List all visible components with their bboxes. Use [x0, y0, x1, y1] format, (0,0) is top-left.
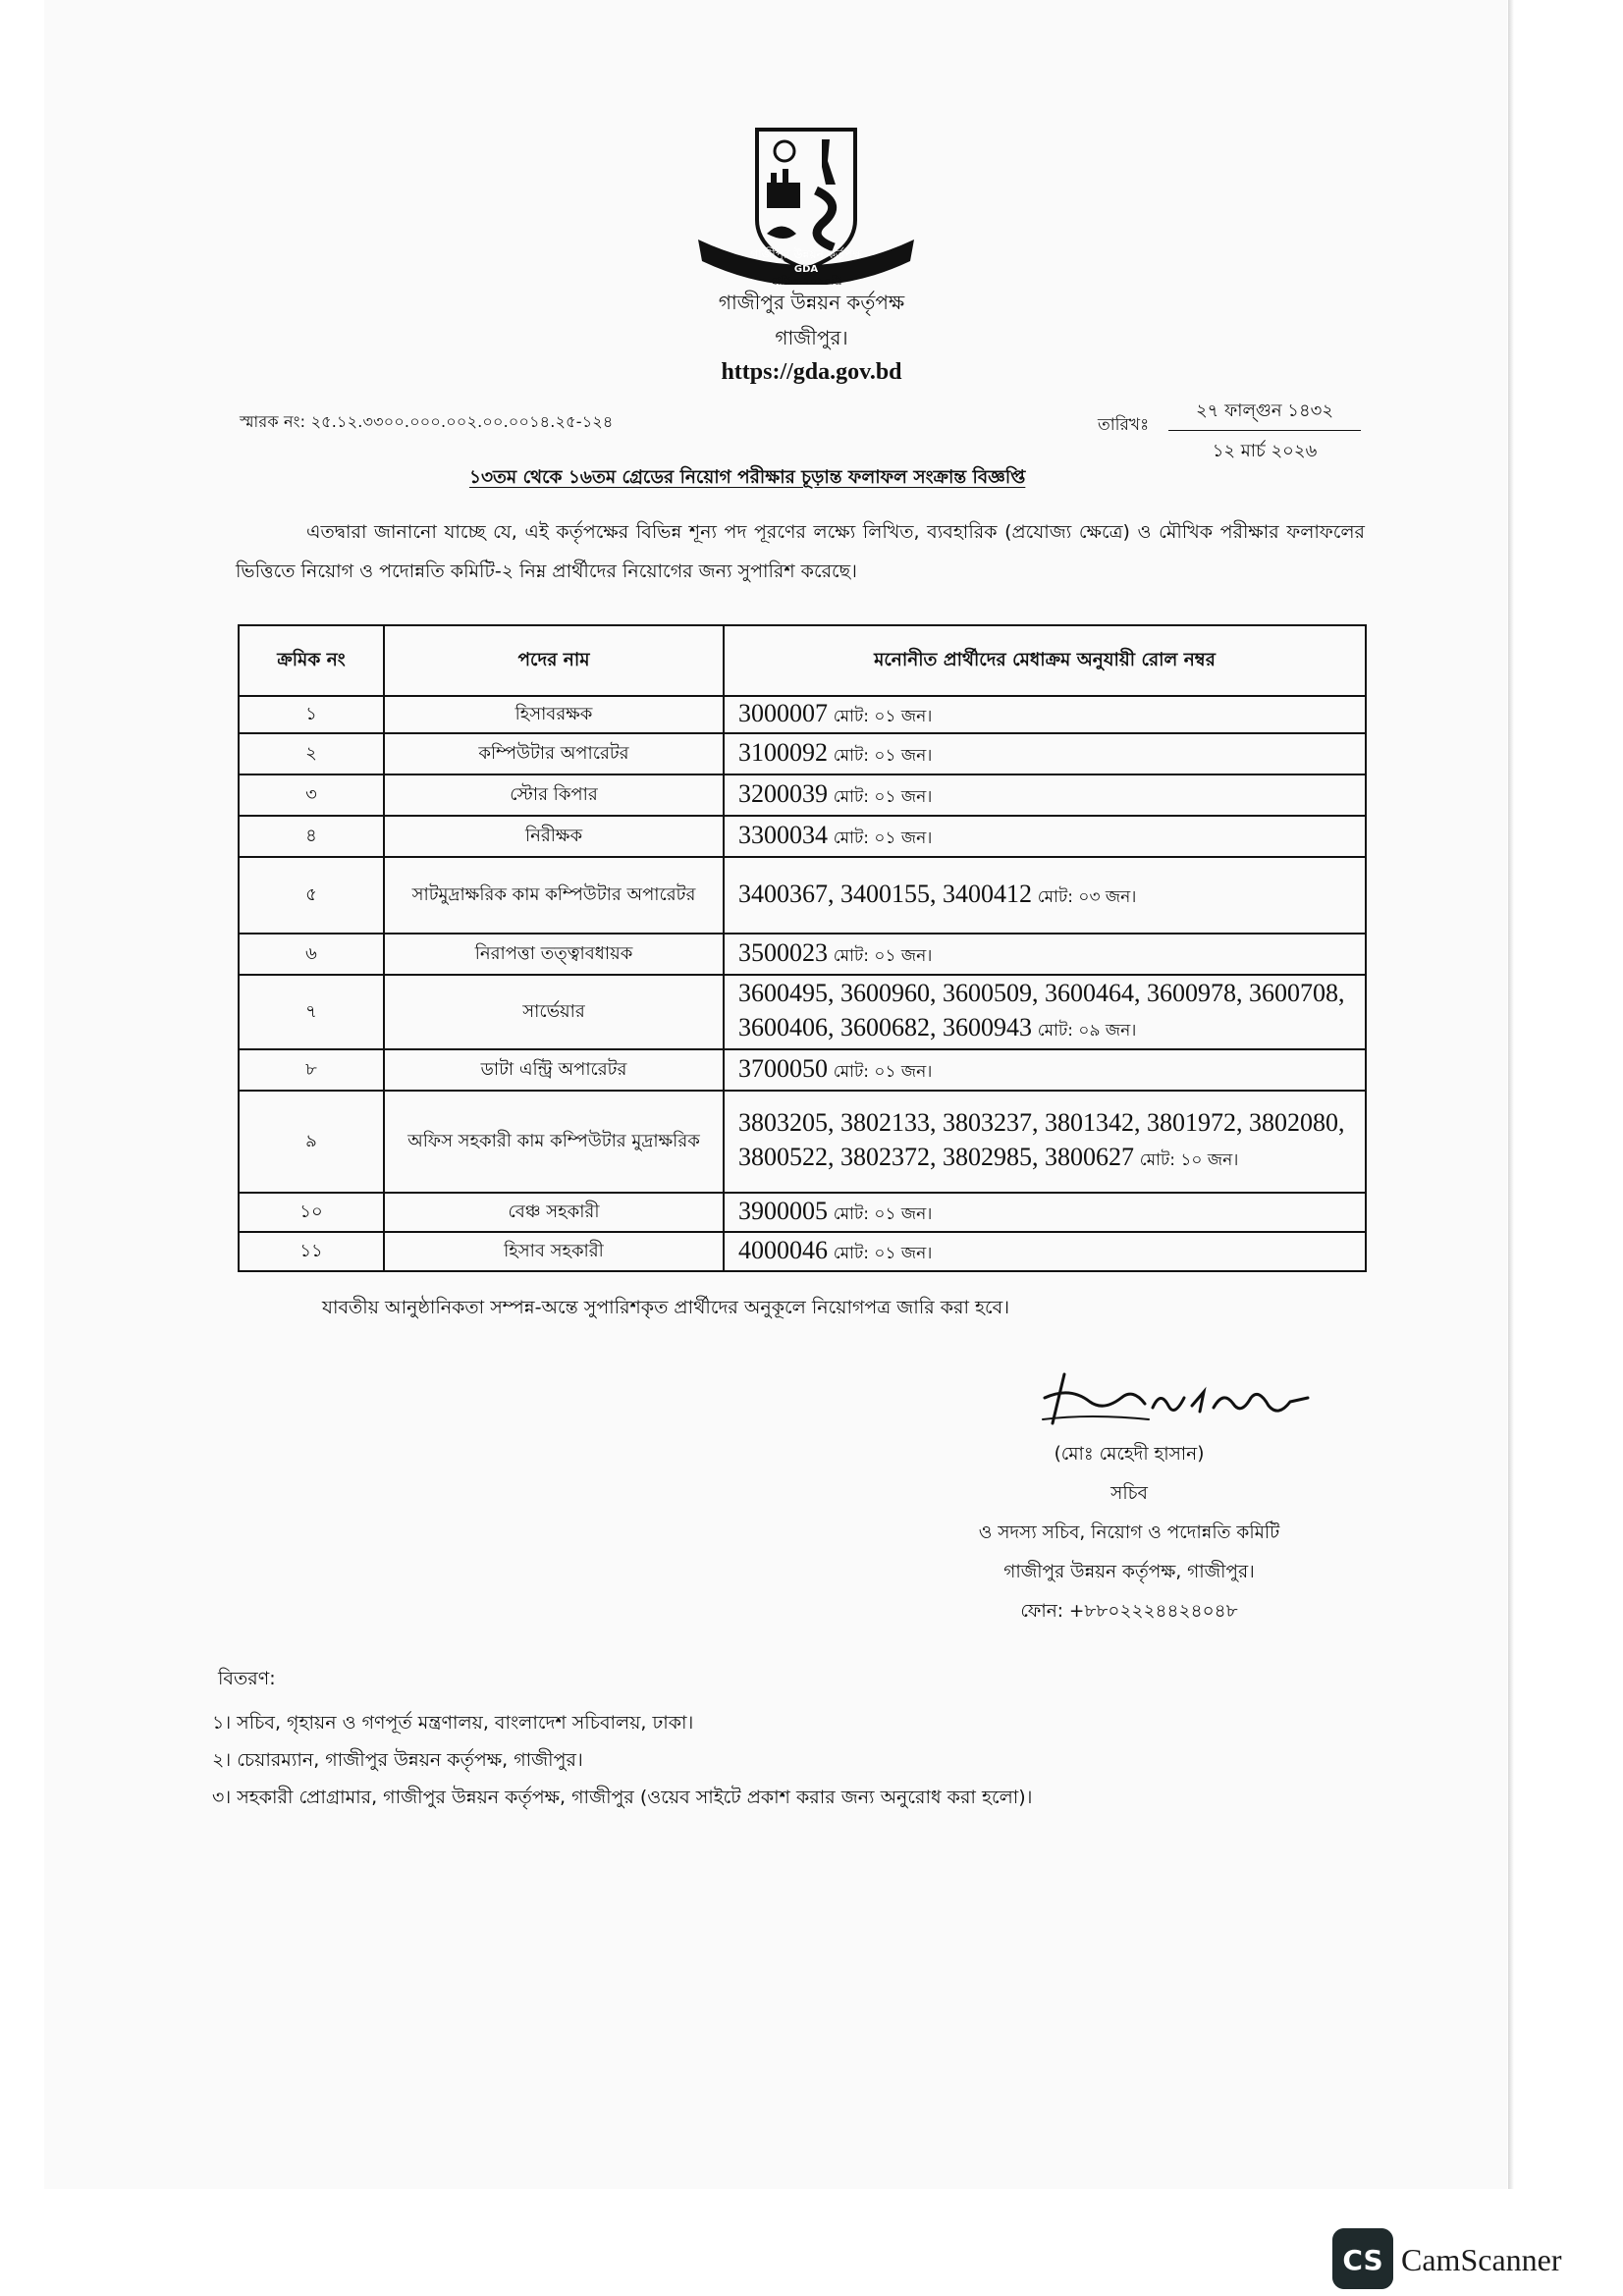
row-rolls: 3900005: [738, 1196, 828, 1225]
table-row: [239, 857, 1366, 934]
row-total: মোট: ০১ জন।: [833, 1061, 933, 1082]
org-website: https://gda.gov.bd: [721, 359, 902, 385]
row-serial: ৮: [239, 1049, 384, 1091]
list-item: ২। চেয়ারম্যান, গাজীপুর উন্নয়ন কর্তৃপক্ষ, গাজীপুর।: [212, 1749, 583, 1771]
date-gregorian: ১২ মার্চ ২০২৬: [1212, 441, 1318, 461]
row-rolls: 3700050: [738, 1053, 828, 1083]
table-row: [239, 816, 1366, 857]
row-rolls-cell: [724, 1232, 1366, 1271]
row-total: মোট: ০১ জন।: [833, 786, 933, 807]
row-serial: ৩: [239, 774, 384, 816]
table-row: [239, 774, 1366, 816]
list-item: ৩। সহকারী প্রোগ্রামার, গাজীপুর উন্নয়ন কর্তৃপক্ষ, গাজীপুর (ওয়েব সাইটে প্রকাশ করার জন্য অনুরোধ করা হলো)।: [212, 1787, 1033, 1808]
date-label: তারিখঃ: [1098, 415, 1150, 435]
logo-text-year: স্থাপিত-২০২০খ্রি: [770, 275, 842, 285]
row-total: মোট: ০১ জন।: [833, 945, 933, 966]
row-serial: ৯: [239, 1091, 384, 1193]
row-serial: ৫: [239, 857, 384, 934]
table-row: [239, 696, 1366, 733]
table-row: [239, 1091, 1366, 1193]
notice-body: এতদ্বারা জানানো যাচ্ছে যে, এই কর্তৃপক্ষের বিভিন্ন শূন্য পদ পূরণের লক্ষ্যে লিখিত, ব্যবহারিক (প্রযোজ্য ক্ষেত্রে) ও মৌখিক পরীক্ষার ফলাফলের ভিত্তিতে নিয়োগ ও পদোন্নতি কমিটি-২ নিম্ন প্রার্থীদের নিয়োগের জন্য সুপারিশ করেছে।: [236, 521, 1365, 582]
logo-text-abbr: GDA: [793, 264, 819, 275]
row-rolls-cell: [724, 774, 1366, 816]
row-post: স্টোর কিপার: [384, 774, 724, 816]
row-post: কম্পিউটার অপারেটর: [384, 733, 724, 774]
signatory-name: (মোঃ মেহেদী হাসান): [1054, 1444, 1205, 1465]
row-rolls: 3000007: [738, 698, 828, 727]
row-total: মোট: ০১ জন।: [833, 1243, 933, 1263]
row-rolls-cell: [724, 816, 1366, 857]
distribution-list: [212, 1704, 1032, 1816]
table-row: [239, 733, 1366, 774]
table-row: [239, 1193, 1366, 1232]
row-total: মোট: ০১ জন।: [833, 745, 933, 766]
row-total: মোট: ০১ জন।: [833, 1203, 933, 1224]
table-row: [239, 975, 1366, 1049]
signatory-designation: সচিব: [1110, 1483, 1148, 1504]
row-serial: ২: [239, 733, 384, 774]
results-table: [238, 624, 1367, 1272]
camscanner-icon: [1332, 2228, 1393, 2289]
row-rolls-cell: [724, 934, 1366, 975]
row-serial: ৬: [239, 934, 384, 975]
logo-text-top: গাজীপুর উন্নয়ন কর্তৃপক্ষ: [750, 247, 862, 261]
row-serial: ৭: [239, 975, 384, 1049]
row-rolls-cell: [724, 975, 1366, 1049]
camscanner-brand: CamScanner: [1401, 2242, 1562, 2277]
memo-number: ২৫.১২.৩৩০০.০০০.০০২.০০.০০১৪.২৫-১২৪: [310, 412, 614, 431]
header-serial: ক্রমিক নং: [239, 625, 384, 696]
gda-logo: [698, 126, 914, 285]
row-post: হিসাবরক্ষক: [384, 696, 724, 733]
row-rolls-cell: [724, 1049, 1366, 1091]
row-serial: ১: [239, 696, 384, 733]
row-total: মোট: ১০ জন।: [1139, 1150, 1239, 1170]
row-rolls: 3803205, 3802133, 3803237, 3801342, 3801972, 3802080, 3800522, 3802372, 3802985, 3800627: [738, 1108, 1345, 1171]
memo-number-line: [240, 409, 613, 436]
table-row: [239, 1049, 1366, 1091]
signatory-role: ও সদস্য সচিব, নিয়োগ ও পদোন্নতি কমিটি: [978, 1522, 1280, 1543]
distribution-title: বিতরণ:: [218, 1668, 276, 1689]
row-post: অফিস সহকারী কাম কম্পিউটার মুদ্রাক্ষরিক: [384, 1091, 724, 1193]
table-row: [239, 1232, 1366, 1271]
signatory-office: গাজীপুর উন্নয়ন কর্তৃপক্ষ, গাজীপুর।: [1003, 1562, 1255, 1582]
row-serial: ১১: [239, 1232, 384, 1271]
row-rolls-cell: [724, 1193, 1366, 1232]
header-roll-numbers: মনোনীত প্রার্থীদের মেধাক্রম অনুযায়ী রোল নম্বর: [724, 625, 1366, 696]
row-post: ডাটা এন্ট্রি অপারেটর: [384, 1049, 724, 1091]
row-total: মোট: ০১ জন।: [833, 828, 933, 848]
org-name: গাজীপুর উন্নয়ন কর্তৃপক্ষ: [718, 291, 905, 314]
row-total: মোট: ০১ জন।: [833, 706, 933, 726]
row-serial: ১০: [239, 1193, 384, 1232]
header-post-name: পদের নাম: [384, 625, 724, 696]
row-post: নিরাপত্তা তত্ত্বাবধায়ক: [384, 934, 724, 975]
row-post: সার্ভেয়ার: [384, 975, 724, 1049]
row-rolls: 3600495, 3600960, 3600509, 3600464, 3600978, 3600708, 3600406, 3600682, 3600943: [738, 979, 1345, 1041]
row-rolls-cell: [724, 696, 1366, 733]
date-bengali: ২৭ ফাল্গুন ১৪৩২: [1168, 397, 1361, 431]
row-rolls: 3500023: [738, 937, 828, 967]
row-post: বেঞ্চ সহকারী: [384, 1193, 724, 1232]
date-block: [1168, 397, 1361, 467]
appointment-note: যাবতীয় আনুষ্ঠানিকতা সম্পন্ন-অন্তে সুপারিশকৃত প্রার্থীদের অনুকূলে নিয়োগপত্র জারি করা হবে।: [322, 1297, 1010, 1318]
row-total: মোট: ০৯ জন।: [1037, 1021, 1137, 1041]
org-city: গাজীপুর।: [775, 326, 848, 349]
row-rolls: 3400367, 3400155, 3400412: [738, 879, 1032, 908]
notice-subject: ১৩তম থেকে ১৬তম গ্রেডের নিয়োগ পরীক্ষার চূড়ান্ত ফলাফল সংক্রান্ত বিজ্ঞপ্তি: [469, 467, 1026, 488]
memo-label: স্মারক নং:: [240, 412, 306, 431]
row-rolls-cell: [724, 1091, 1366, 1193]
row-serial: ৪: [239, 816, 384, 857]
row-rolls: 4000046: [738, 1235, 828, 1264]
row-rolls-cell: [724, 733, 1366, 774]
signatory-phone: ফোন: +৮৮০২২২৪৪২৪০৪৮: [1020, 1601, 1238, 1622]
row-rolls: 3200039: [738, 778, 828, 808]
signatory-block: [884, 1435, 1375, 1631]
row-rolls: 3300034: [738, 820, 828, 849]
row-total: মোট: ০৩ জন।: [1037, 886, 1137, 907]
row-rolls-cell: [724, 857, 1366, 934]
list-item: ১। সচিব, গৃহায়ন ও গণপূর্ত মন্ত্রণালয়, বাংলাদেশ সচিবালয়, ঢাকা।: [212, 1712, 694, 1734]
row-rolls: 3100092: [738, 737, 828, 767]
row-post: নিরীক্ষক: [384, 816, 724, 857]
handwritten-signature: [1031, 1368, 1316, 1425]
row-post: সাটমুদ্রাক্ষরিক কাম কম্পিউটার অপারেটর: [384, 857, 724, 934]
row-post: হিসাব সহকারী: [384, 1232, 724, 1271]
camscanner-badge-text: CS: [1342, 2244, 1383, 2276]
table-row: [239, 934, 1366, 975]
table-header-row: [239, 625, 1366, 696]
